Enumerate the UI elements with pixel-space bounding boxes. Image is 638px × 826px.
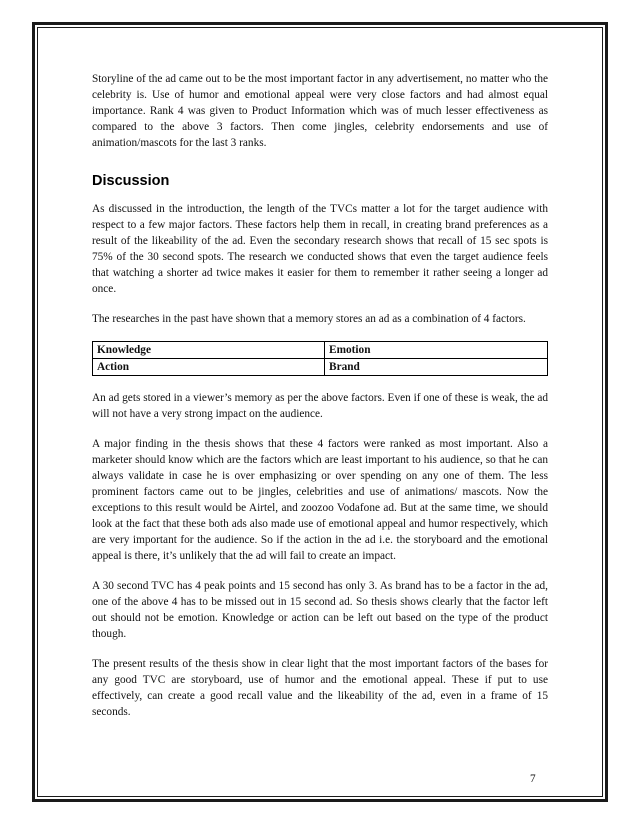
table-cell: Brand bbox=[325, 359, 548, 376]
paragraph-intro: Storyline of the ad came out to be the most important factor in any advertisement, no matter who the celebrity is. Use of humor and emotional appeal were very close factors and had almost equal importance. Rank 4 was given to Product Information which was of much lesser effectiveness as compared to the above 3 factors. Then come jingles, celebrity endorsements and use of animation/mascots for the last 3 ranks. bbox=[92, 73, 548, 149]
paragraph-4: A major finding in the thesis shows that these 4 factors were ranked as most important. Also a marketer should know which are the factors which are least important to his audience, so that he can always validate in case he is over emphasizing or over spending on any one of them. The less prominent factors came out to be jingles, celebrities and use of animations/ mascots. Now the exceptions to this result would be Airtel, and zoozoo Vodafone ad. But at the same time, we should look at the fact that these both ads also made use of emotional appeal and humor respectively, which are very important for the audience. So if the action in the ad i.e. the storyboard and the emotional appeal is there, it’s unlikely that the ad will fail to create an impact. bbox=[92, 438, 548, 562]
factors-table bbox=[92, 341, 548, 376]
table-cell: Knowledge bbox=[93, 342, 325, 359]
table-cell: Action bbox=[93, 359, 325, 376]
table-cell: Emotion bbox=[325, 342, 548, 359]
paragraph-3: An ad gets stored in a viewer’s memory as per the above factors. Even if one of these is weak, the ad will not have a very strong impact on the audience. bbox=[92, 392, 548, 420]
page-number: 7 bbox=[530, 773, 536, 785]
page-content bbox=[92, 71, 548, 734]
paragraph-1: As discussed in the introduction, the length of the TVCs matter a lot for the target audience with respect to a few major factors. These factors help them in recall, in creating brand preferences as a result of the likeability of the ad. Even the secondary research shows that recall of 15 sec spots is 75% of the 30 second spots. The research we conducted shows that even the target audience feels that watching a shorter ad twice makes it easier for them to remember it rather seeing a longer ad once. bbox=[92, 203, 548, 295]
paragraph-6: The present results of the thesis show in clear light that the most important factors of the bases for any good TVC are storyboard, use of humor and the emotional appeal. These if put to use effectively, can create a good recall value and the likeability of the ad, even in a frame of 15 seconds. bbox=[92, 658, 548, 718]
table-row bbox=[93, 342, 548, 359]
section-heading: Discussion bbox=[92, 173, 170, 189]
paragraph-5: A 30 second TVC has 4 peak points and 15 second has only 3. As brand has to be a factor in the ad, one of the above 4 has to be missed out in 15 second ad. So thesis shows clearly that the factor left out should not be emotion. Knowledge or action can be left out based on the type of the product though. bbox=[92, 580, 548, 640]
table-row bbox=[93, 359, 548, 376]
paragraph-2: The researches in the past have shown that a memory stores an ad as a combination of 4 factors. bbox=[92, 313, 526, 325]
